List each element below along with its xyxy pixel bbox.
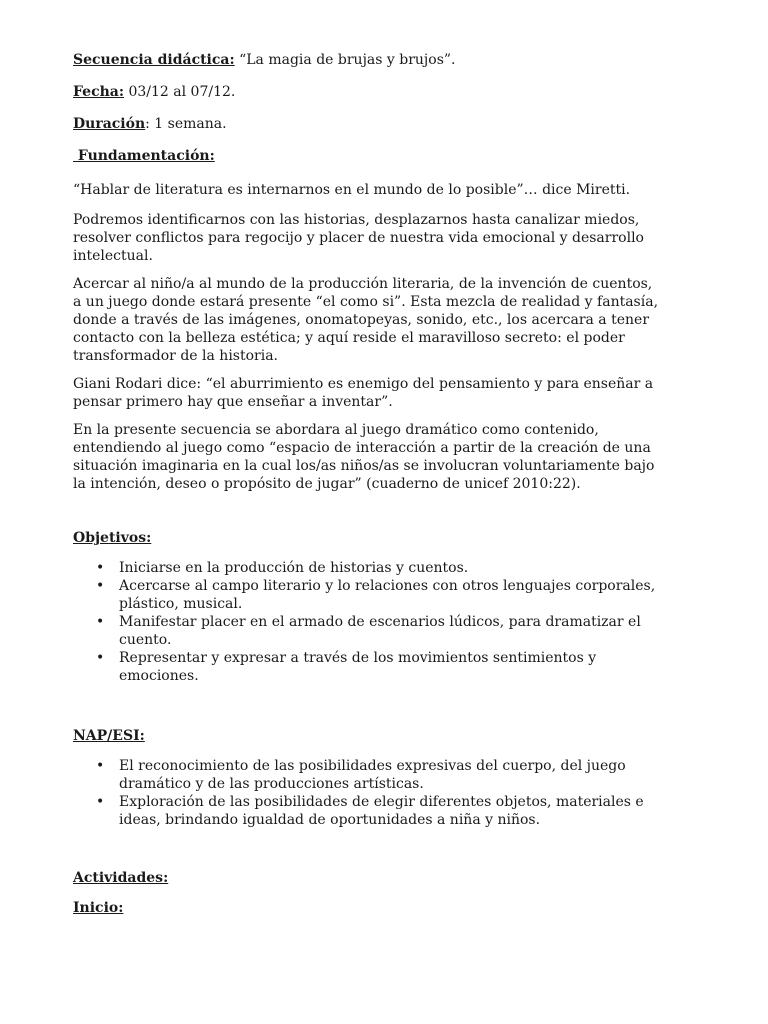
list-item: • Manifestar placer en el armado de escenarios lúdicos, para dramatizar el cuento. xyxy=(119,613,663,649)
objetivos-heading: Objetivos: xyxy=(73,530,152,546)
nap-heading: NAP/ESI: xyxy=(73,728,145,744)
objetivos-list xyxy=(73,559,663,685)
list-item: • El reconocimiento de las posibilidades expresivas del cuerpo, del juego dramático y de las producciones artísticas. xyxy=(119,757,663,793)
fecha-line xyxy=(73,83,663,101)
document-page xyxy=(73,51,663,917)
fundamentacion-paragraph: Podremos identificarnos con las historias, desplazarnos hasta canalizar miedos, resolver conflictos para regocijo y placer de nuestra vida emocional y desarrollo intelectual. xyxy=(73,212,644,264)
list-item: • Representar y expresar a través de los movimientos sentimientos y emociones. xyxy=(119,649,663,685)
fundamentacion-paragraph: Giani Rodari dice: “el aburrimiento es enemigo del pensamiento y para enseñar a pensar primero hay que enseñar a inventar”. xyxy=(73,376,654,410)
list-item: • Exploración de las posibilidades de elegir diferentes objetos, materiales e ideas, brindando igualdad de oportunidades a niña y niños. xyxy=(119,793,663,829)
secuencia-value: “La magia de brujas y brujos”. xyxy=(234,52,456,68)
duracion-label: Duración xyxy=(73,116,146,132)
actividades-heading: Actividades: xyxy=(73,870,169,886)
duracion-line xyxy=(73,115,663,133)
fundamentacion-heading: Fundamentación: xyxy=(73,148,215,164)
secuencia-line xyxy=(73,51,663,69)
duracion-value: : 1 semana. xyxy=(145,116,227,132)
fundamentacion-paragraph: “Hablar de literatura es internarnos en el mundo de lo posible”… dice Miretti. xyxy=(73,182,631,198)
fundamentacion-paragraph: Acercar al niño/a al mundo de la producción literaria, de la invención de cuentos, a un juego donde estará presente “el como si”. Esta mezcla de realidad y fantasía, donde a través de las imágenes, onomatopeyas, sonido, etc., los acercara a tener contacto con la belleza estética; y aquí reside el maravilloso secreto: el poder transformador de la historia. xyxy=(73,276,659,364)
secuencia-label: Secuencia didáctica: xyxy=(73,52,235,68)
list-item: • Iniciarse en la producción de historias y cuentos. xyxy=(119,559,663,577)
fundamentacion-paragraph: En la presente secuencia se abordara al juego dramático como contenido, entendiendo al juego como “espacio de interacción a partir de la creación de una situación imaginaria en la cual los/as niños/as se involucran voluntariamente bajo la intención, deseo o propósito de jugar” (cuaderno de unicef 2010:22). xyxy=(73,422,655,492)
list-item: • Acercarse al campo literario y lo relaciones con otros lenguajes corporales, plástico, musical. xyxy=(119,577,663,613)
nap-list xyxy=(73,757,663,829)
fecha-label: Fecha: xyxy=(73,84,125,100)
inicio-heading: Inicio: xyxy=(73,900,124,916)
fecha-value: 03/12 al 07/12. xyxy=(124,84,236,100)
